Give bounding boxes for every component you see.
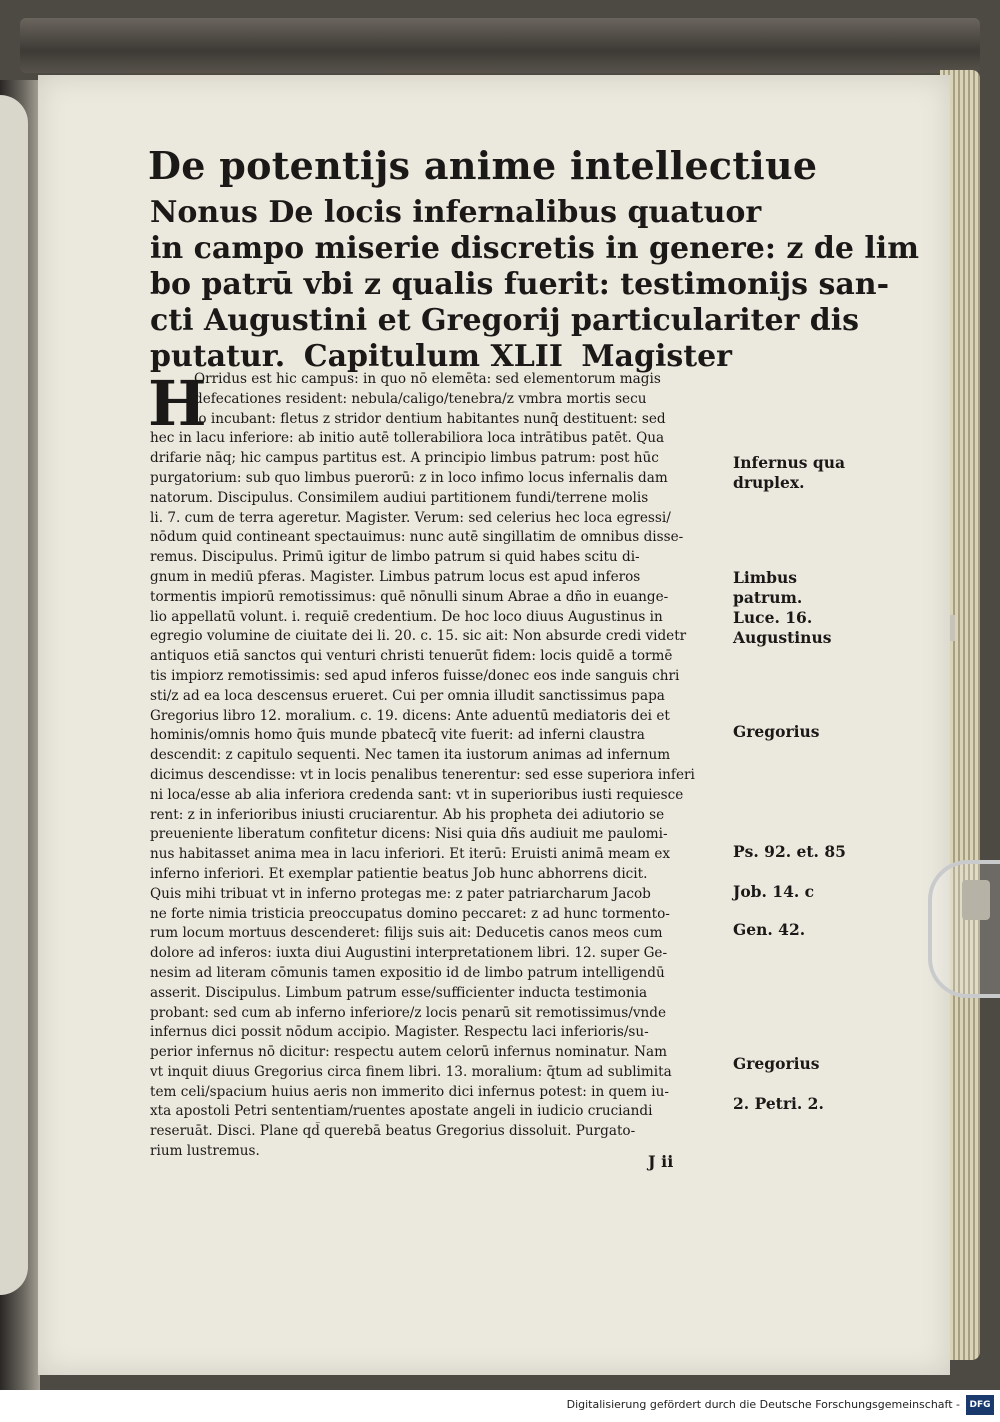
text-line: egregio volumine de ciuitate dei li. 20. c. 15. sic ait: Non absurde credi videtr [150,628,687,645]
text-line: hominis/omnis homo q̄uis munde pbatecq̄ vite fuerit: ad inferni claustra [150,727,645,744]
margin-note: Limbus patrum. [733,568,803,607]
text-line: li. 7. cum de terra ageretur. Magister. Verum: sed celerius hec loca egressi/ [150,509,671,526]
text-line: xta apostoli Petri sententiam/ruentes apostate angeli in iudicio cruciandi [150,1103,653,1120]
text-line: nus habitasset anima mea in lacu inferiori. Et iterū: Eruisti animā meam ex [150,846,671,863]
funding-notice: Digitalisierung gefördert durch die Deutsche Forschungsgemeinschaft - [566,1398,960,1411]
dfg-logo: DFG [966,1395,994,1415]
margin-note: Gen. 42. [733,920,806,939]
text-line: probant: sed cum ab inferno inferiore/z locis penarū sit remotissimus/vnde [150,1004,666,1021]
text-line: inferno inferiori. Et exemplar patientie beatus Job hunc abhorrens dicit. [150,865,648,882]
text-line: defecationes resident: nebula/caligo/tenebra/z vmbra mortis secu [194,390,647,407]
clip-tab [962,880,990,920]
drop-capital: H [148,367,207,440]
text-line: purgatorium: sub quo limbus puerorū: z in loco infimo locus infernalis dam [150,469,668,486]
text-line: tormentis impiorū remotissimus: quē nōnulli sinum Abrae a dño in euange- [150,588,669,605]
text-line: ni loca/esse ab alia inferiora credenda sant: vt in superioribus iusti requiesce [150,786,684,803]
margin-note: Ps. 92. et. 85 [733,842,846,861]
text-line: rium lustremus. [150,1143,260,1160]
title-line: bo patrū vbi z qualis fuerit: testimonijs san- [150,267,890,302]
left-page-edge [0,95,28,1295]
title-line: in campo miserie discretis in genere: z de lim [150,231,919,266]
text-line: rum locum mortuus descenderet: filijs suis ait: Deducetis canos meos cum [150,925,663,942]
margin-note: Job. 14. c [733,882,815,901]
margin-note: Gregorius [733,1054,820,1073]
book-top-edge [20,18,980,73]
title-last-word: putatur. [150,339,286,374]
text-line: antiquos etiā sanctos qui venturi christi tenuerūt fidem: locis quidē a tormē [150,648,673,665]
text-line: descendit: z capitulo sequenti. Nec tamen ita iustorum animas ad infernum [150,747,671,764]
text-line: hec in lacu inferiore: ab initio autē tollerabiliora loca intrātibus patēt. Qua [150,430,665,447]
signature-mark: J ii [648,1152,674,1171]
title-line: cti Augustini et Gregorij particulariter dis [150,303,860,338]
margin-note: Augustinus [733,628,832,647]
text-line: tem celi/spacium huius aeris non immerito dici infernus potest: in quem iu- [150,1083,669,1100]
running-heading: De potentijs anime intellectiue [148,143,818,188]
margin-note: Luce. 16. [733,608,813,627]
text-line: remus. Discipulus. Primū igitur de limbo patrum si quid habes scitu di- [150,549,640,566]
text-line: nesim ad literam cōmunis tamen expositio id de limbo patrum intelligendū [150,964,665,981]
title-line: Nonus De locis infernalibus quatuor [150,195,762,230]
text-line: nōdum quid contineant spectauimus: nunc autē singillatim de omnibus disse- [150,529,684,546]
text-line: Orridus est hic campus: in quo nō elemēta: sed elementorum magis [194,371,661,387]
text-line: Gregorius libro 12. moralium. c. 19. dicens: Ante aduentū mediatoris dei et [150,707,670,724]
text-line: vt inquit diuus Gregorius circa finem libri. 13. moralium: q̄tum ad sublimita [150,1063,672,1080]
text-line: natorum. Discipulus. Consimilem audiui partitionem fundi/terrene molis [150,489,649,506]
text-line: reseruāt. Disci. Plane qd̄ querebā beatus Gregorius dissoluit. Purgato- [150,1123,636,1140]
margin-note: 2. Petri. 2. [733,1094,824,1113]
body-text [148,367,730,1162]
text-line: tis impiorz remotissimis: sed apud inferos fuisse/donec eos inde sanguis chri [150,667,680,684]
text-line: lio appellatū volunt. i. requiē credentium. De hoc loco diuus Augustinus in [150,608,663,625]
text-line: perior infernus nō dicitur: respectu autem celorū infernus nominatur. Nam [150,1044,667,1061]
text-line: rent: z in inferioribus iniusti cruciarentur. Ab his propheta dei adiutorio se [150,806,665,823]
text-line: sti/z ad ea loca descensus erueret. Cui per omnia illudit sanctissimus papa [150,687,665,704]
margin-note: Infernus qua druplex. [733,453,846,492]
chapter-title [150,195,919,375]
chapter-number: Capitulum XLII [303,339,563,374]
footer-bar [0,1390,1000,1422]
text-line: gnum in mediū pferas. Magister. Limbus patrum locus est apud inferos [150,568,641,585]
text-line: lo incubant: fletus z stridor dentium habitantes nunq̄ destituent: sed [194,410,666,427]
text-line: infernus dici possit nōdum accipio. Magister. Respectu laci inferioris/su- [150,1024,649,1041]
text-line: dicimus descendisse: vt in locis penalibus tenerentur: sed esse superiora inferi [150,766,695,783]
text-line: drifarie nāq; hic campus partitus est. A principio limbus patrum: post hūc [150,450,659,467]
text-line: asserit. Discipulus. Limbum patrum esse/sufficienter inducta testimonia [150,984,648,1001]
text-line: preueniente liberatum confitetur dicens: Nisi quia dñs audiuit me paulomi- [150,826,668,843]
speaker-label: Magister [581,339,732,374]
text-line: ne forte nimia tristicia preoccupatus domino peccaret: z ad hunc tormento- [150,905,670,922]
margin-note: Gregorius [733,722,820,741]
text-line: Quis mihi tribuat vt in inferno protegas me: z pater patriarcharum Jacob [150,885,651,902]
text-line: dolore ad inferos: iuxta diui Augustini interpretationem libri. 12. super Ge- [150,945,668,962]
